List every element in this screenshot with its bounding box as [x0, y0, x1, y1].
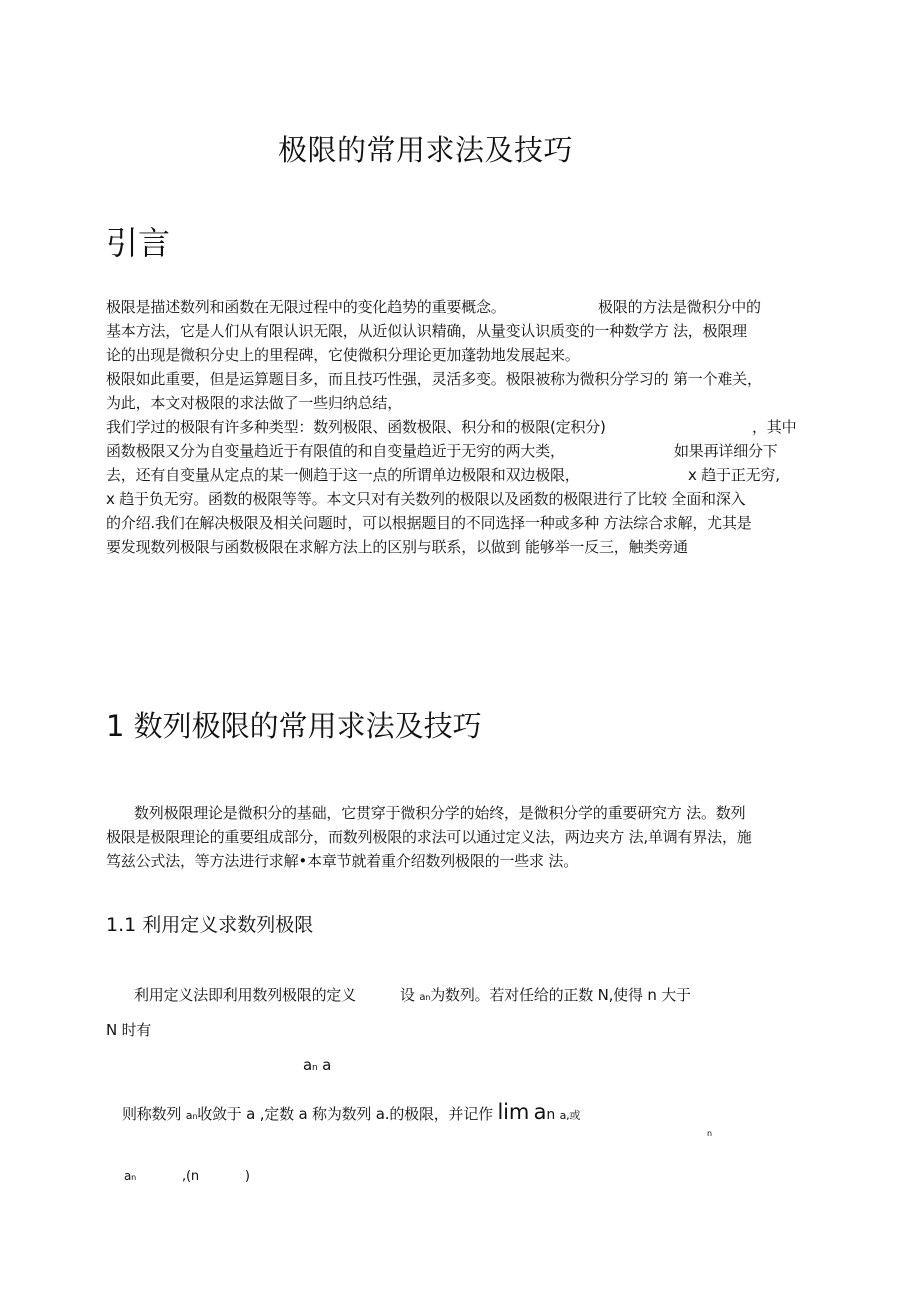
intro-line: 我们学过的极限有许多种类型：数列极限、函数极限、积分和的极限(定积分)	[106, 418, 606, 436]
intro-line: 论的出现是微积分史上的里程碑，它使微积分理论更加蓬勃地发展起来。	[106, 346, 580, 364]
subscript: n	[425, 993, 431, 1002]
section-1-line: 极限是极限理论的重要组成部分，而数列极限的求法可以通过定义法，两边夹方 法,单调有界法，施	[106, 828, 752, 846]
intro-line: 的介绍.我们在解决极限及相关问题时，可以根据题目的不同选择一种或多种 方法综合求解，尤其是	[106, 514, 752, 532]
intro-line: 如果再详细分下	[674, 442, 778, 460]
intro-line: 函数极限又分为自变量趋近于有限值的和自变量趋近于无穷的两大类，	[106, 442, 565, 460]
definition-line-3	[122, 1100, 580, 1124]
definition-text: 利用定义法即利用数列极限的定义	[134, 986, 357, 1004]
sequence-symbol: a	[419, 992, 426, 1003]
subscript: n	[131, 1173, 137, 1182]
definition-text: )	[244, 1169, 250, 1184]
intro-line: 极限的方法是微积分中的	[598, 298, 761, 316]
definition-text: a,或	[559, 1109, 581, 1122]
intro-line: 基本方法，它是人们从有限认识无限，从近似认识精确，从量变认识质变的一种数学方 法，极限理	[106, 322, 747, 340]
intro-line: 极限是描述数列和函数在无限过程中的变化趋势的重要概念。	[106, 298, 506, 316]
lim-an: a	[533, 1100, 547, 1124]
definition-text: 则称数列	[122, 1105, 182, 1123]
definition-text: 设	[400, 986, 415, 1004]
intro-heading: 引言	[106, 224, 171, 262]
formula-a: a	[322, 1056, 332, 1074]
definition-text: ,(n	[182, 1169, 199, 1184]
intro-line: 去，还有自变量从定点的某一侧趋于这一点的所谓单边极限和双边极限，	[106, 466, 580, 484]
formula-an: a	[303, 1056, 312, 1074]
lim-symbol: lim	[497, 1100, 530, 1124]
section-1-heading: 1 数列极限的常用求法及技巧	[106, 709, 482, 743]
formula-subscript: n	[312, 1063, 318, 1073]
lim-subscript: n	[546, 1107, 556, 1123]
intro-line: x 趋于正无穷,	[688, 466, 780, 484]
definition-line-4	[124, 1166, 250, 1184]
intro-line: 为此，本文对极限的求法做了一些归纳总结，	[106, 394, 403, 412]
definition-line-1	[134, 984, 691, 1005]
document-title: 极限的常用求法及技巧	[278, 133, 574, 167]
definition-text: 为数列。若对任给的正数 N,使得 n 大于	[430, 986, 691, 1004]
formula	[303, 1056, 331, 1074]
definition-text: 收敛于 a ,定数 a 称为数列 a.的极限，并记作	[197, 1105, 493, 1123]
section-1-line: 笃兹公式法，等方法进行求解•本章节就着重介绍数列极限的一些求 法。	[106, 852, 579, 870]
lim-under-n: n	[707, 1129, 713, 1138]
intro-line: ，其中	[752, 418, 797, 436]
section-1-1-heading: 1.1 利用定义求数列极限	[106, 914, 314, 936]
intro-line: x 趋于负无穷。函数的极限等等。本文只对有关数列的极限以及函数的极限进行了比较 全面和深入	[106, 490, 746, 508]
definition-line-2: N 时有	[106, 1021, 152, 1039]
intro-line: 极限如此重要，但是运算题目多，而且技巧性强，灵活多变。极限被称为微积分学习的 第一个难关，	[106, 370, 762, 388]
sequence-symbol: a	[124, 1169, 132, 1183]
section-1-line: 数列极限理论是微积分的基础，它贯穿于微积分学的始终，是微积分学的重要研究方 法。数列	[134, 804, 746, 822]
sequence-symbol: a	[185, 1109, 193, 1122]
intro-line: 要发现数列极限与函数极限在求解方法上的区别与联系，以做到 能够举一反三，触类旁通	[106, 538, 688, 556]
subscript: n	[192, 1112, 198, 1121]
